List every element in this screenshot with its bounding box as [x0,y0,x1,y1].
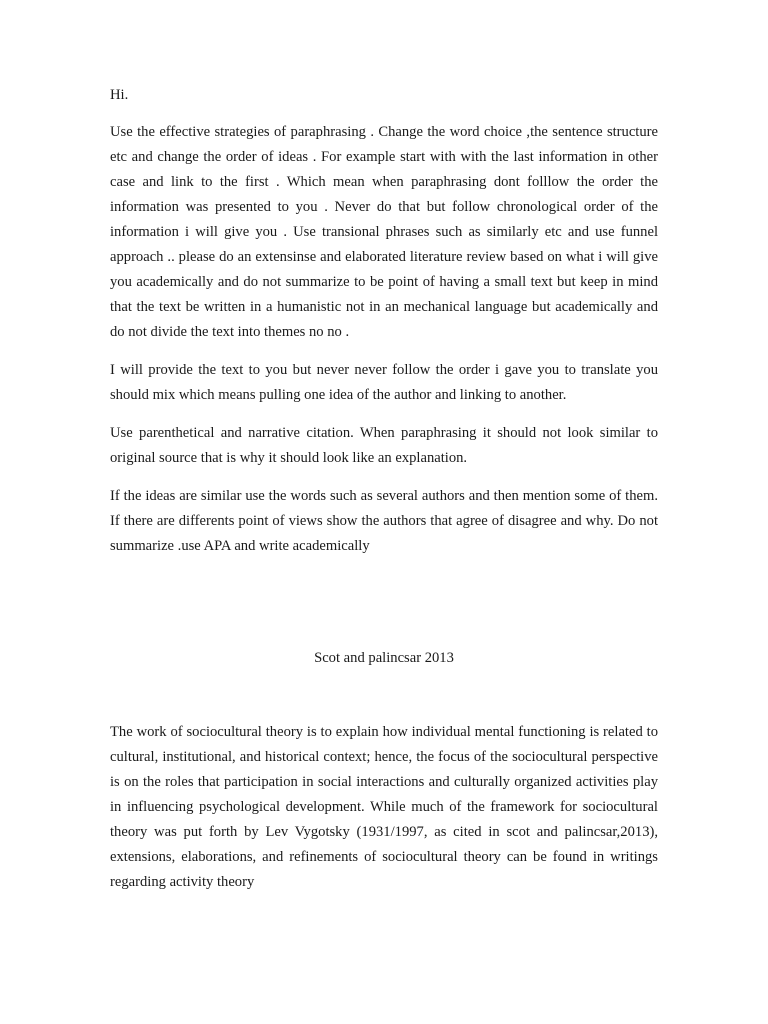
source-heading: Scot and palincsar 2013 [314,650,454,666]
source-paragraph: The work of sociocultural theory is to explain how individual mental functioning is related to cultural, institutional, and historical context; hence, the focus of the sociocultural perspective is on the roles that participation in social interactions and culturally organized activities play in influencing psychological development. While much of the framework for sociocultural theory was put forth by Lev Vygotsky (1931/1997, as cited in scot and palincsar,2013), extensions, elaborations, and refinements of sociocultural theory can be found in writings regarding activity theory [110,724,658,890]
instruction-paragraph-2: I will provide the text to you but never never follow the order i gave you to translate you should mix which means pulling one idea of the author and linking to another. [110,362,658,403]
instruction-paragraph-3: Use parenthetical and narrative citation. When paraphrasing it should not look similar to original source that is why it should look like an explanation. [110,425,658,466]
instruction-paragraph-1: Use the effective strategies of paraphrasing . Change the word choice ,the sentence structure etc and change the order of ideas . For example start with with the last information in other case and link to the first . Which mean when paraphrasing dont folllow the order the information was presented to you . Never do that but follow chronological order of the information i will give you . Use transional phrases such as similarly etc and use funnel approach .. please do an extensinse and elaborated literature review based on what i will give you academically and do not summarize to be point of having a small text but keep in mind that the text be written in a humanistic not in an mechanical language but academically and do not divide the text into themes no no . [110,124,658,340]
instruction-paragraph-4: If the ideas are similar use the words such as several authors and then mention some of them. If there are differents point of views show the authors that agree of disagree and why. Do not summarize .use APA and write academically [110,488,658,554]
greeting-text: Hi. [110,87,129,103]
